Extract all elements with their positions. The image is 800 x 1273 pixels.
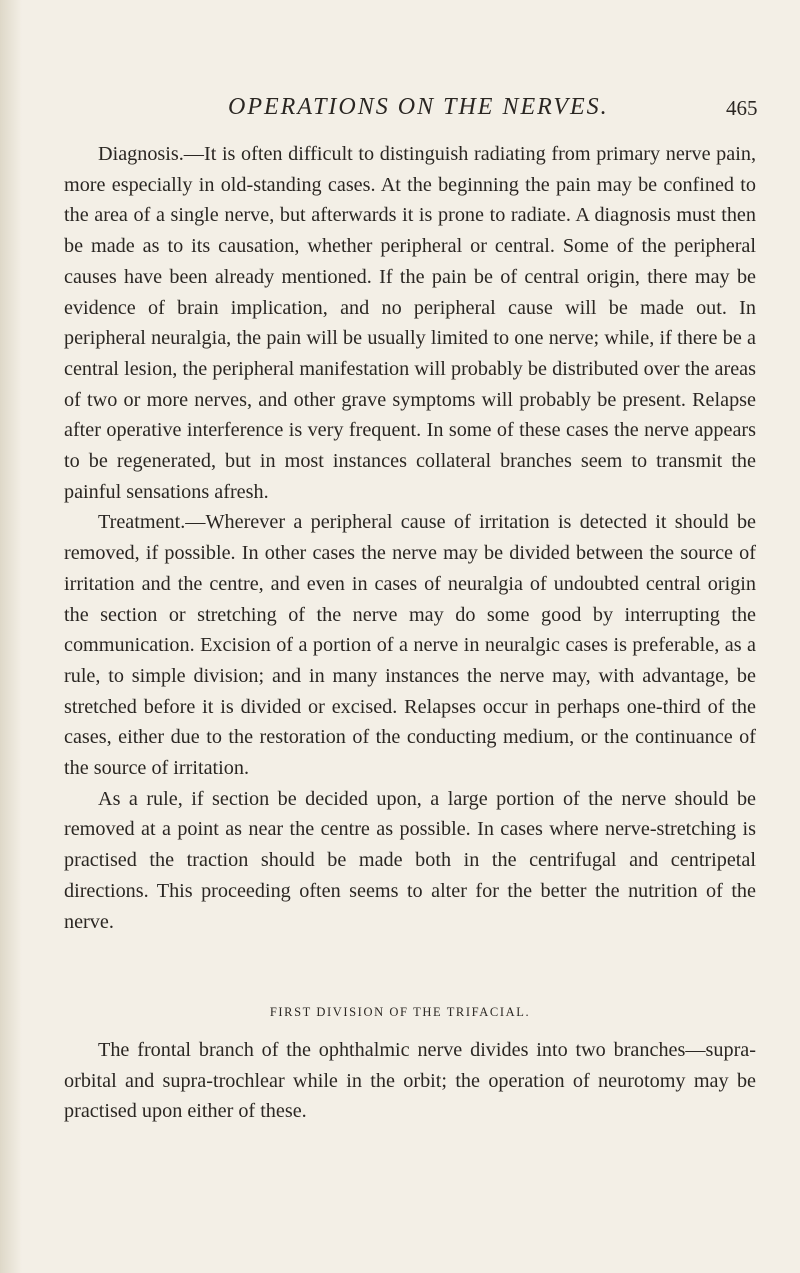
paragraph-diagnosis: Diagnosis.—It is often difficult to distinguish radiating from primary nerve pain, more especially in old-standing cases. At the beginning the pain may be confined to the area of a single nerve, but afterwards it is prone to radiate. A diagnosis must then be made as to its causation, whether peripheral or central. Some of the peripheral causes have been already mentioned. If the pain be of central origin, there may be evidence of brain implication, and no peripheral cause will be made out. In peripheral neuralgia, the pain will be usually limited to one nerve; while, if there be a central lesion, the peripheral manifestation will probably be distributed over the areas of two or more nerves, and other grave symptoms will probably be present. Relapse after operative interference is very frequent. In some of these cases the nerve appears to be regenerated, but in most instances collateral branches seem to transmit the painful sensations afresh.	[64, 143, 756, 503]
section-body-text	[64, 1035, 756, 1127]
running-head	[0, 94, 800, 124]
section-heading: FIRST DIVISION OF THE TRIFACIAL.	[269, 1005, 531, 1019]
paragraph-treatment: Treatment.—Wherever a peripheral cause of irritation is detected it should be removed, if possible. In other cases the nerve may be divided between the source of irritation and the centre, and even in cases of neuralgia of undoubted central origin the section or stretching of the nerve may do some good by interrupting the communication. Excision of a portion of a nerve in neuralgic cases is preferable, as a rule, to simple division; and in many instances the nerve may, with advantage, be stretched before it is divided or excised. Relapses occur in perhaps one-third of the cases, either due to the restoration of the conducting medium, or the continuance of the source of irritation.	[64, 511, 756, 780]
body-text	[64, 139, 756, 937]
paragraph-frontal-branch: The frontal branch of the ophthalmic nerve divides into two branches—supra-orbital and supra-trochlear while in the orbit; the operation of neurotomy may be practised upon either of these.	[64, 1039, 756, 1123]
page-gutter-shadow	[0, 0, 22, 1273]
running-title: OPERATIONS ON THE NERVES.	[228, 94, 609, 120]
page-number: 465	[726, 96, 758, 120]
paragraph-section-rule: As a rule, if section be decided upon, a large portion of the nerve should be removed at a point as near the centre as possible. In cases where nerve-stretching is practised the traction should be made both in the centrifugal and centripetal directions. This proceeding often seems to alter for the better the nutrition of the nerve.	[64, 787, 756, 933]
